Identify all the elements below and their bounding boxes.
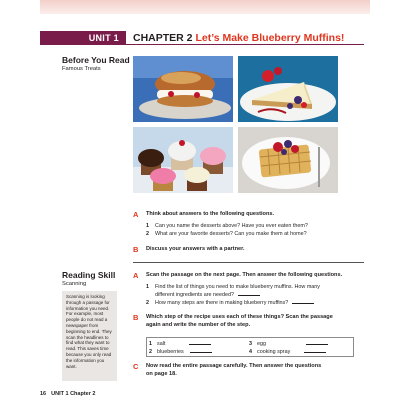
item-number: 3 [249,341,252,347]
unit-tab: UNIT 1 [40,31,126,45]
page-footer [40,391,95,397]
section-divider [133,262,364,263]
answer-blank [190,348,212,353]
item-text: cooking spray [257,349,291,355]
item-number: 2 [146,300,149,306]
item-text: Find the list of things you need to make blueberry muffins. How many [155,284,320,290]
item-text: How many steps are there in making blueberry muffins? [155,300,289,306]
chapter-name: Let’s Make Blueberry Muffins! [195,32,345,44]
section-a2-letter: A [133,271,139,280]
chapter-title [133,31,344,45]
chapter-number: CHAPTER 2 [133,32,193,44]
page-number: 16 [40,391,47,397]
top-banner [40,0,370,14]
item-text: Can you name the desserts above? Have you ever eaten them? [155,223,308,229]
section-b2-instruction: Which step of the recipe uses each of these things? Scan the passage [146,314,333,320]
item-number: 1 [146,284,149,290]
answer-blank [292,299,314,304]
photo-cheesecake [238,56,338,122]
before-you-read-heading: Before You Read [62,55,130,65]
section-b2-instruction-line2: again and write the number of the step. [146,322,251,328]
section-a-instruction: Think about answers to the following questions. [146,211,275,217]
section-b-letter: B [133,245,139,254]
item-text: different ingredients are needed? [155,292,235,298]
list-item [146,223,308,230]
answer-row [149,348,212,356]
answer-row [149,340,211,348]
section-b2-letter: B [133,313,139,322]
list-item [146,284,320,291]
before-you-read-subheading: Famous Treats [62,66,101,72]
section-c-letter: C [133,362,139,371]
item-number: 2 [149,349,152,355]
item-text: salt [157,341,166,347]
footer-label: UNIT 1 Chapter 2 [51,391,96,397]
word-answer-box [146,337,354,357]
item-number: 1 [149,341,152,347]
item-text: blueberries [157,349,184,355]
item-number: 2 [146,231,149,237]
item-number: 1 [146,223,149,229]
section-a2-instruction: Scan the passage on the next page. Then answer the following questions. [146,272,343,278]
answer-blank [306,340,328,345]
section-a-letter: A [133,210,139,219]
reading-skill-subheading: Scanning [62,281,87,287]
list-item [146,299,314,307]
list-item-continued [155,291,260,299]
item-number: 4 [249,349,252,355]
item-text: What are your favorite desserts? Can you make them at home? [155,231,307,237]
section-b-instruction: Discuss your answers with a partner. [146,246,245,252]
photo-cream-pastry [133,56,233,122]
section-c-instruction: Now read the entire passage carefully. Then answer the questions [146,363,322,369]
list-item [146,231,307,238]
item-text: egg [257,341,266,347]
reading-skill-heading: Reading Skill [62,270,116,280]
section-c-instruction-line2: on page 18. [146,371,177,377]
answer-row [249,348,326,356]
answer-blank [304,348,326,353]
scanning-note: Scanning is looking through a passage for information you need. For example, most people do not read a newspaper from beginning to end. They scan the headlines to find what they want to read. This saves time because you only read the information you want. [62,291,117,381]
answer-blank [238,291,260,296]
photo-waffle [238,127,338,193]
answer-blank [189,340,211,345]
answer-row [249,340,328,348]
photo-cupcakes [133,127,233,193]
